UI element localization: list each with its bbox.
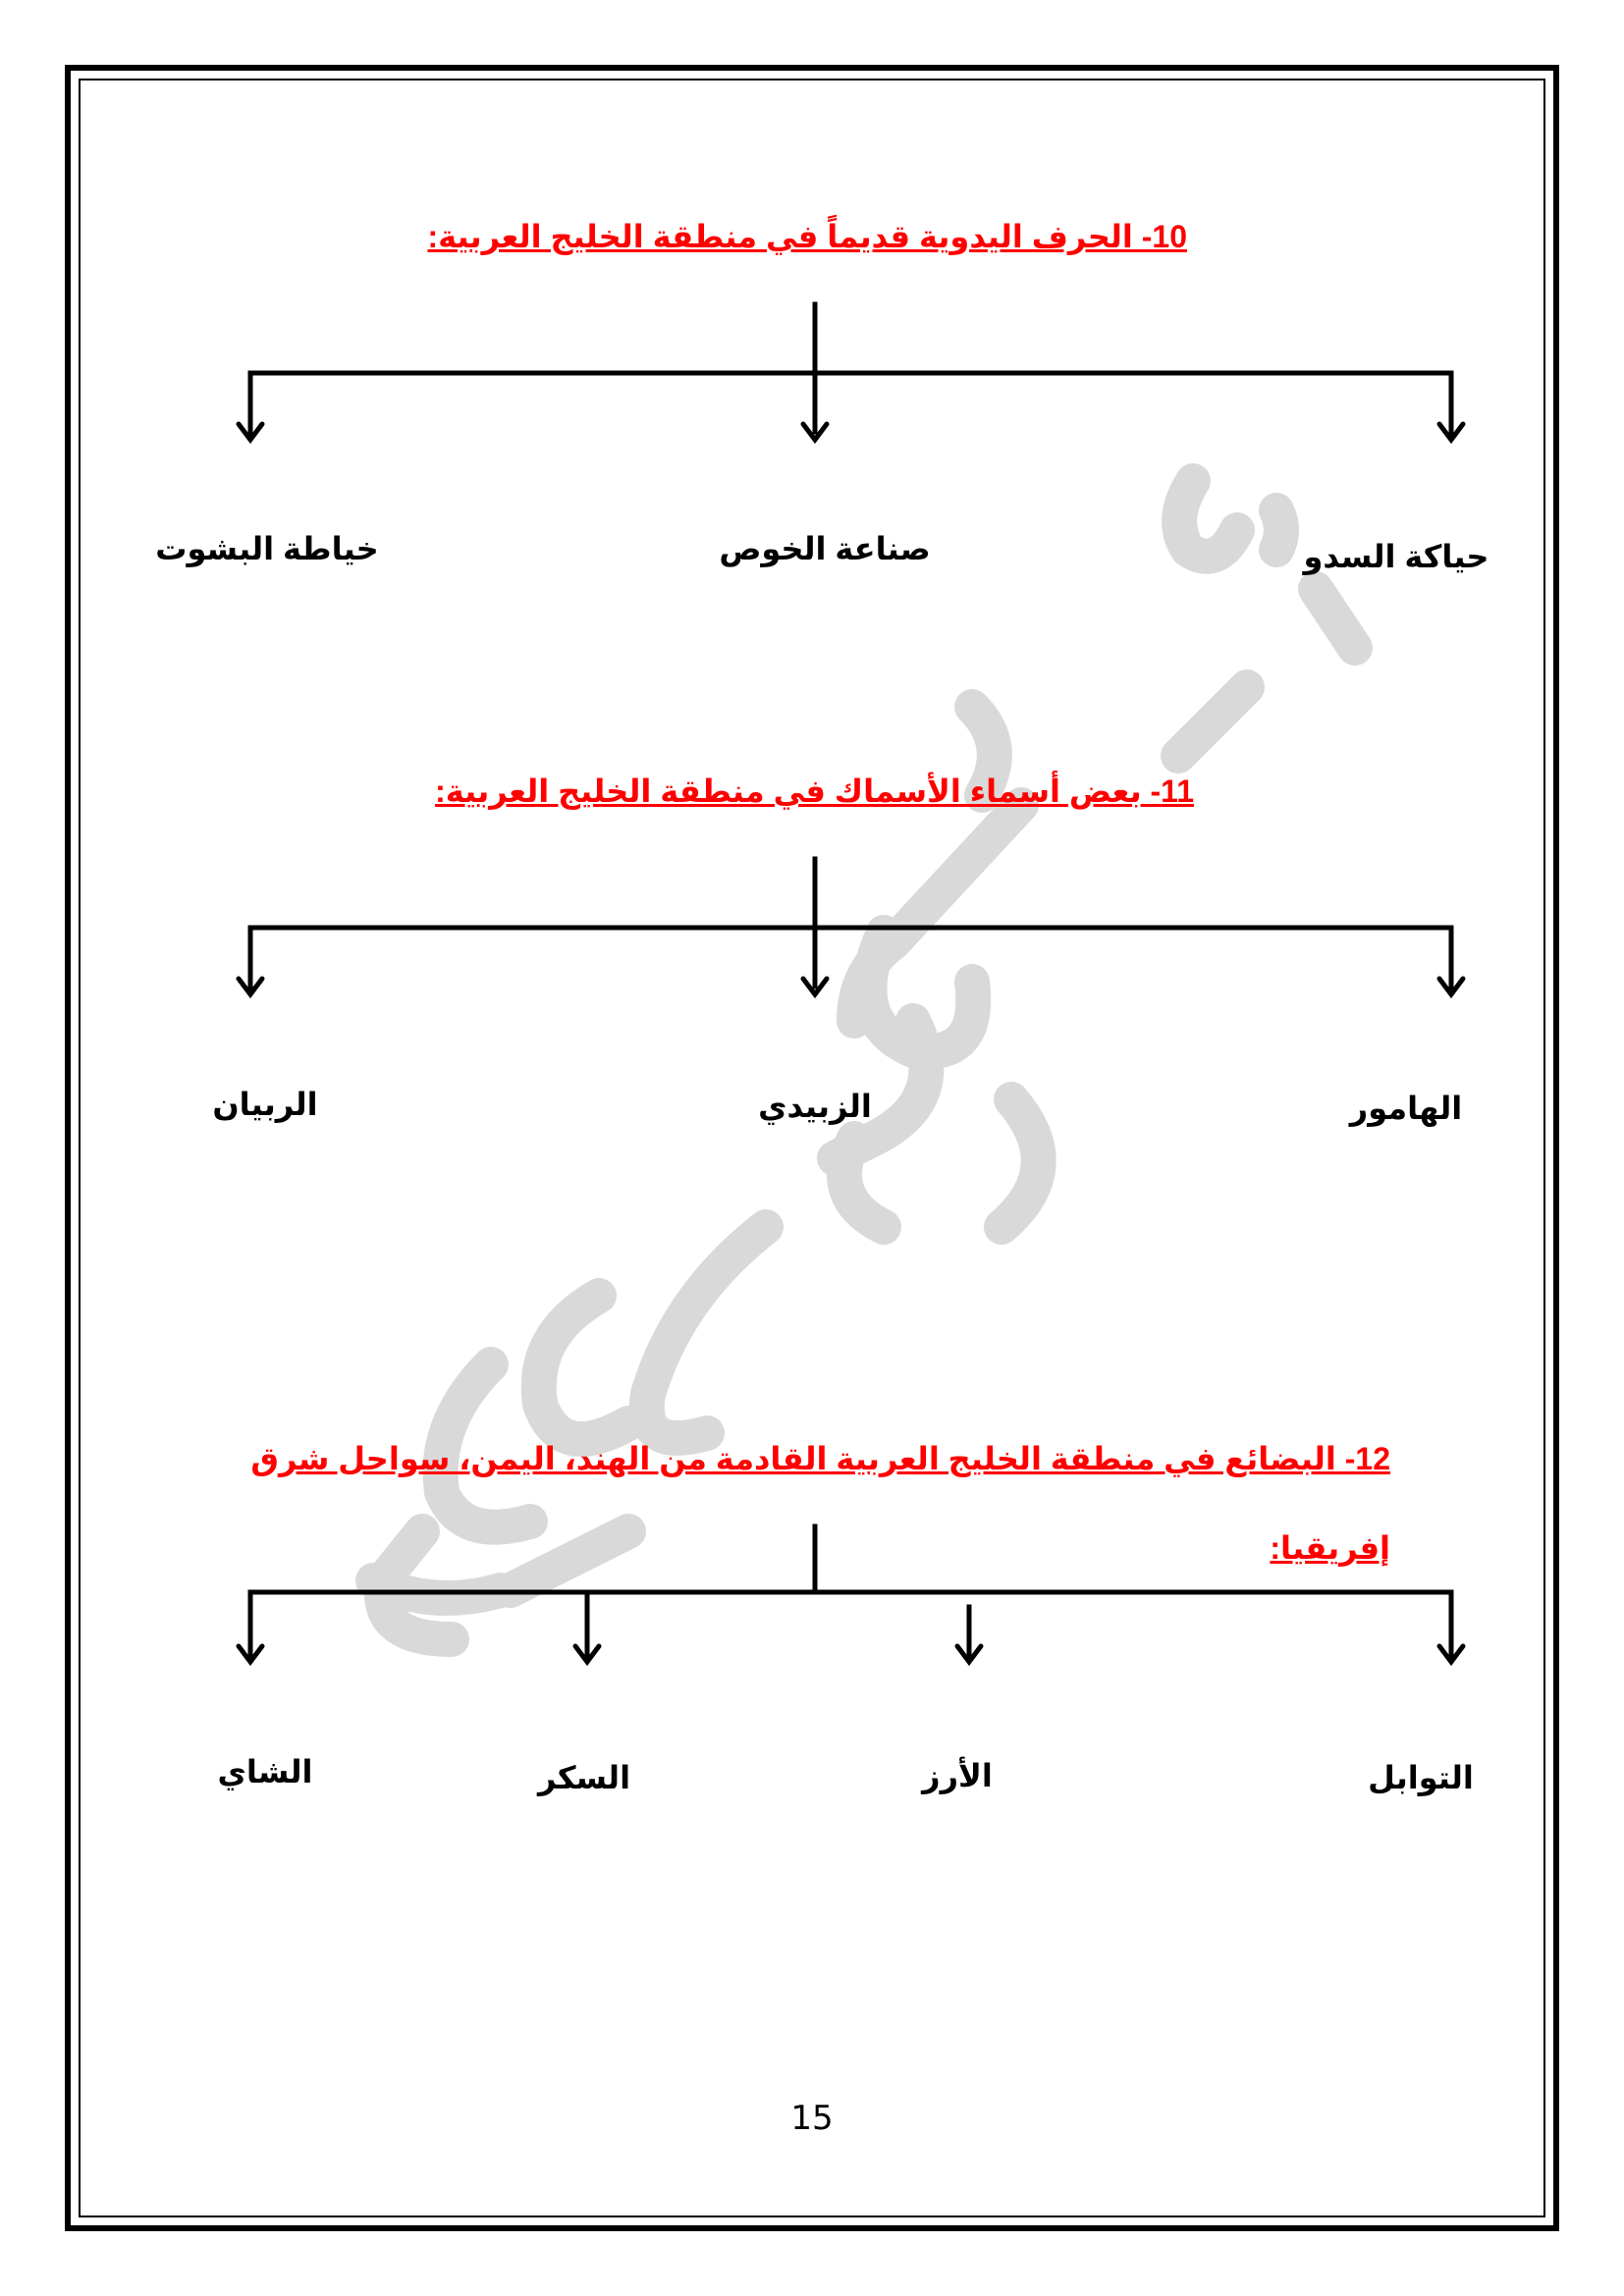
section-12-heading-continued: إفريقيا: — [1270, 1530, 1390, 1566]
section-11-item: الزبيدي — [758, 1089, 872, 1124]
section-10-heading: 10- الحرف اليدوية قديماً في منطقة الخليج العربية: — [427, 219, 1187, 254]
section-10-item: صناعة الخوص — [719, 531, 931, 566]
section-12-item: التوابل — [1368, 1760, 1474, 1795]
section-11-heading: 11- بعض أسماء الأسماك في منطقة الخليج العربية: — [435, 774, 1194, 809]
section-12-heading: 12- البضائع في منطقة الخليج العربية القادمة من الهند، اليمن، سواحل شرق — [250, 1441, 1390, 1476]
page-number: 15 — [790, 2099, 834, 2138]
section-12-item: الشاي — [217, 1754, 313, 1789]
section-11-item: الهامور — [1349, 1091, 1463, 1126]
section-10-item: حياكة السدو — [1303, 539, 1489, 574]
section-10-item: خياطة البشوت — [155, 531, 379, 566]
section-12-item: السكر — [537, 1760, 631, 1795]
section-12-item: الأرز — [922, 1758, 993, 1793]
section-11-item: الربيان — [212, 1087, 318, 1122]
